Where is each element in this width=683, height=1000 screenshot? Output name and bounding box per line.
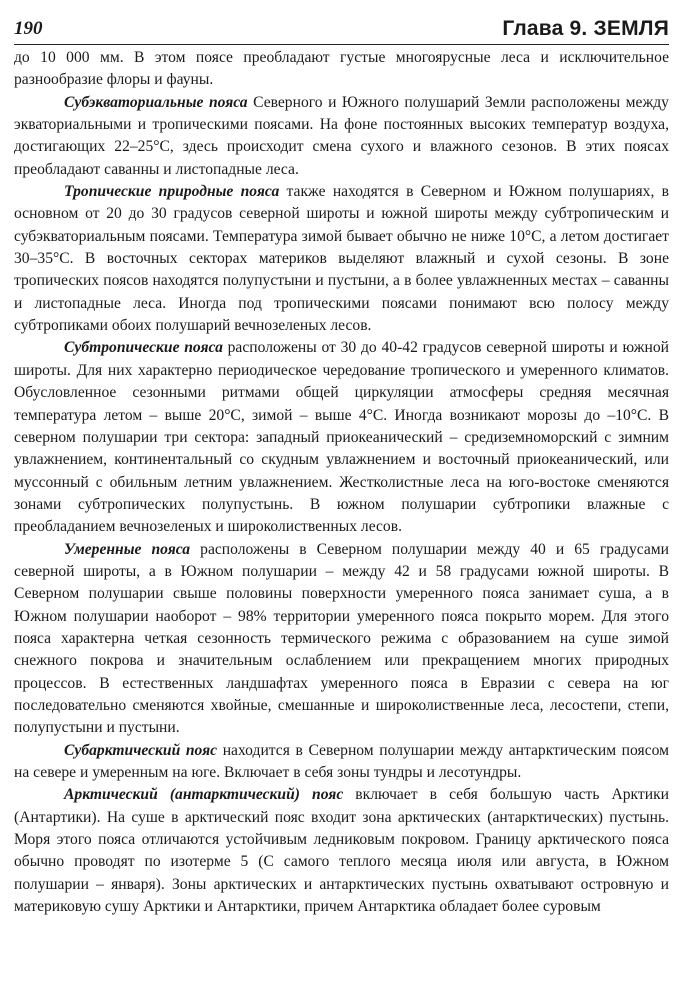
term-subarctic: Субарктический пояс — [64, 741, 218, 759]
paragraph-text: до 10 000 мм. В этом поясе преобладают густые многоярусные леса и исключительное разнообразие флоры и фауны. — [14, 49, 669, 89]
paragraph-tropical — [14, 181, 669, 337]
paragraph-text: Северного и Южного полушарий Земли расположены между экваториальными и тропическими поясами. На фоне постоянных высоких температур воздуха, достигающих 22–25°С, здесь происходит смена сухого и влажного сезонов. В этих поясах преобладают саванны и листопадные леса. — [14, 93, 669, 178]
paragraph-subequatorial — [14, 92, 669, 181]
paragraph-subtropical — [14, 337, 669, 538]
paragraph-text: находится в Северном полушарии между антарктическим поясом на севере и умеренным на юге. Включает в себя зоны тундры и лесотундры. — [14, 741, 669, 781]
paragraph-temperate — [14, 539, 669, 740]
term-subequatorial: Субэкваториальные пояса — [64, 93, 248, 111]
paragraph-text: расположены в Северном полушарии между 40 и 65 градусами северной широты, а в Южном полушарии – между 42 и 58 градусами южной широты. В Северном полушарии свыше половины поверхности умеренного пояса занимает суша, а в Южном полушарии наоборот – 98% территории умеренного пояса покрыто морем. Для этого пояса характерна четкая сезонность термического режима с образованием на суше зимой снежного покрова и значительным ослаблением или прекращением многих природных процессов. В естественных ландшафтах умеренного пояса в Евразии с севера на юг последовательно сменяются хвойные, смешанные и широколиственные леса, лесостепи, степи, полупустыни и пустыни. — [14, 540, 669, 737]
paragraph-arctic — [14, 784, 669, 918]
paragraph-subarctic — [14, 740, 669, 785]
paragraph-text: также находятся в Северном и Южном полушариях, в основном от 20 до 30 градусов северной широты и южной широты между субтропическим и субэкваториальным поясами. Температура зимой бывает обычно не ниже 10°С, а летом достигает 30–35°С. В восточных секторах материков выделяют влажный и сухой сезоны. В зоне тропических поясов находятся полупустыни и пустыни, а в более увлажненных местах – саванны и листопадные леса. Иногда под тропическими поясами понимают всю полосу между субтропиками обоих полушарий вечнозеленых лесов. — [14, 183, 669, 335]
paragraph-continuation — [14, 47, 669, 92]
running-head: Глава 9. ЗЕМЛЯ — [502, 17, 669, 40]
term-subtropical: Субтропические пояса — [64, 339, 223, 357]
paragraph-text: расположены от 30 до 40-42 градусов северной широты и южной широты. Для них характерно периодическое чередование тропического и умеренного климатов. Обусловленное сезонными ритмами общей циркуляции атмосферы средняя месячная температура летом – выше 20°С, зимой – выше 4°С. Иногда возникают морозы до –10°С. В северном полушарии три сектора: западный приокеанический – средиземноморский с зимним увлажнением, континентальный со скудным увлажнением и восточный приокеанический, или муссонный с обильным летним увлажнением. Жестколистные леса на юго-востоке сменяются зонами субтропических полупустынь. В южном полушарии субтропики влажные с преобладанием вечнозеленых и широколиственных лесов. — [14, 339, 669, 536]
term-temperate: Умеренные пояса — [64, 540, 191, 558]
paragraph-text: включает в себя большую часть Арктики (Антартики). На суше в арктический пояс входит зона арктических (антарктических) пустынь. Моря этого пояса отличаются устойчивым ледниковым покровом. Границу арктического пояса обычно проводят по изотерме 5 (С самого теплого месяца июля или августа, в Южном полушарии – января). Зоны арктических и антарктических пустынь охватывают островную и материковую сушу Арктики и Антарктики, причем Антарктика обладает более суровым — [14, 786, 669, 916]
term-tropical: Тропические природные пояса — [64, 183, 280, 201]
body-text — [14, 47, 669, 918]
term-arctic: Арктический (антарктический) пояс — [64, 786, 344, 804]
page-number: 190 — [14, 18, 43, 39]
page-header — [14, 10, 669, 45]
